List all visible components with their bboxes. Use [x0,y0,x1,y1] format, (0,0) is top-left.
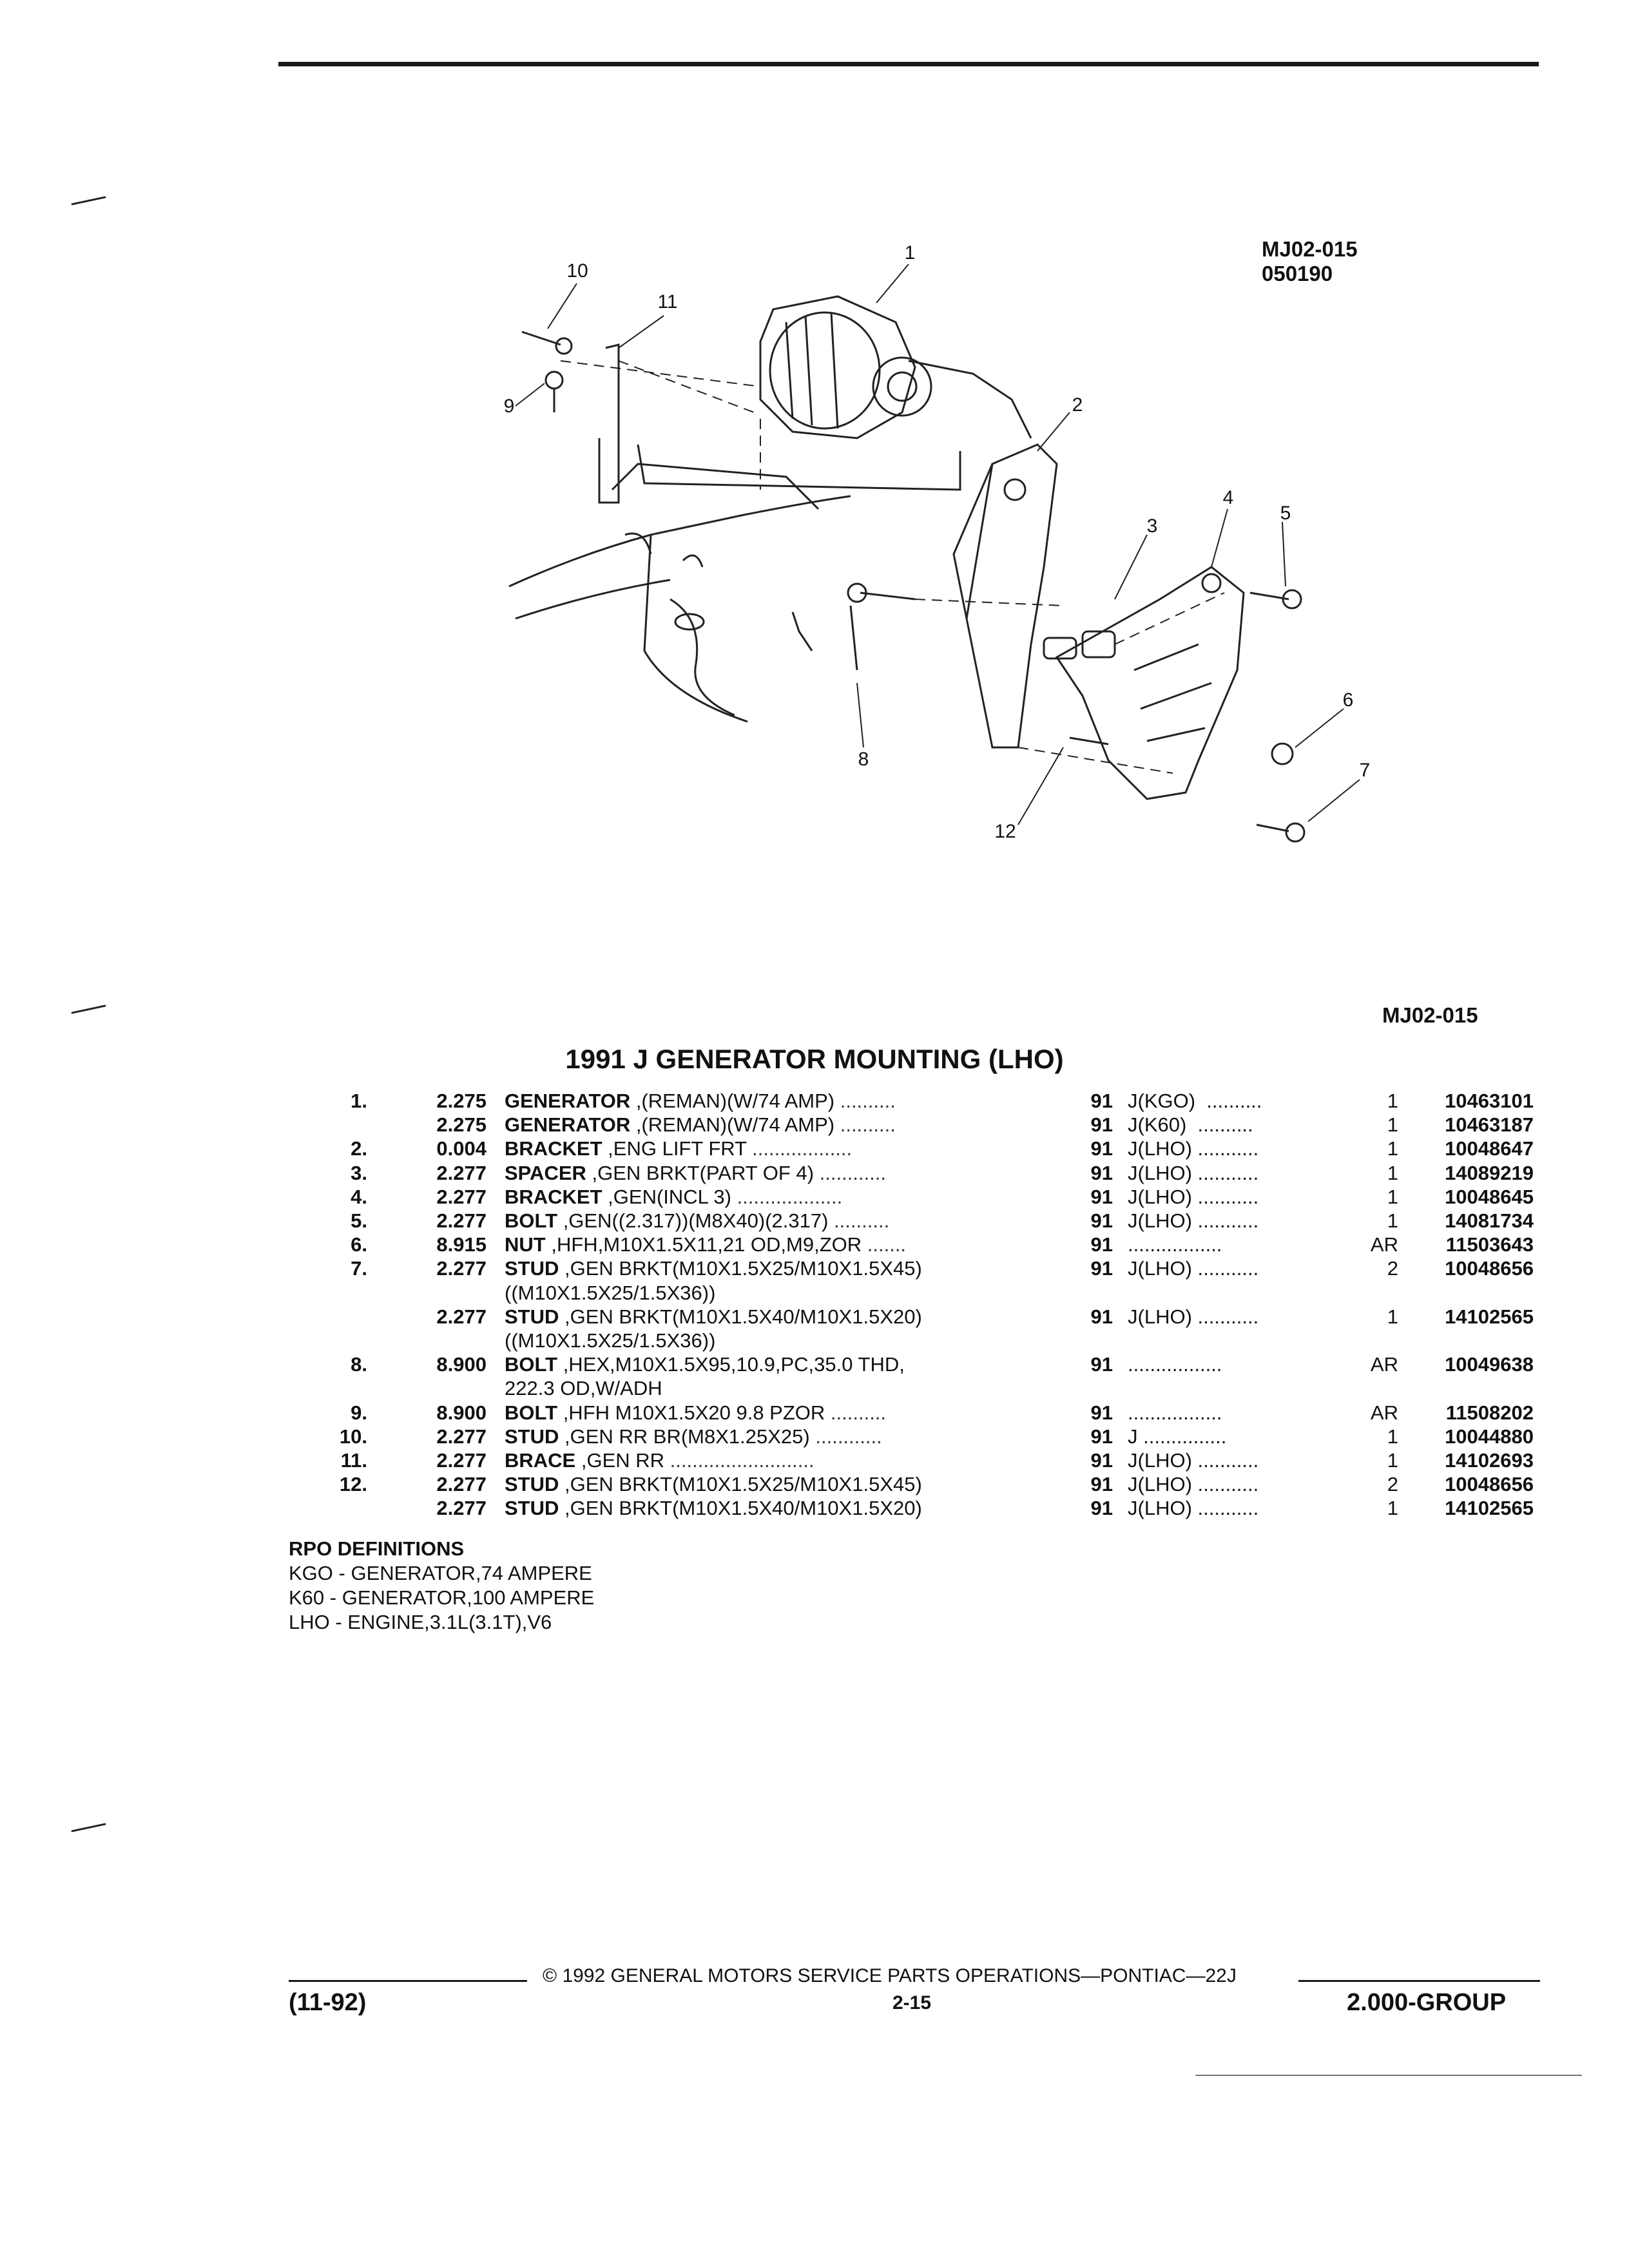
table-row [0,1376,1629,1401]
part-description: ,(REMAN)(W/74 AMP) [630,1090,835,1112]
group-number: 8.900 [436,1353,487,1376]
part-name: BOLT [505,1401,558,1424]
quantity: 1 [1387,1497,1398,1520]
part-name: STUD [505,1305,559,1328]
footer-date: (11-92) [289,1989,367,2016]
part-number: 10463187 [1445,1113,1534,1137]
model-code: J(LHO) ........... [1128,1257,1259,1280]
item-number: 12. [339,1473,367,1496]
model-code: J(K60) .......... [1128,1113,1253,1137]
description [505,1448,815,1473]
quantity: 1 [1387,1137,1398,1160]
part-description: ,GEN(INCL 3) [602,1185,731,1208]
table-row [0,1496,1629,1521]
part-name: STUD [505,1257,559,1280]
model-year: 91 [1090,1257,1113,1280]
quantity: 1 [1387,1090,1398,1112]
illustration-id: MJ02-015 [1262,237,1358,261]
part-description: ,HFH M10X1.5X20 9.8 PZOR [557,1401,825,1424]
callout-8: 8 [858,749,869,770]
item-number: 3. [351,1161,367,1184]
part-number: 10048656 [1445,1257,1534,1280]
item-number: 5. [351,1209,367,1232]
dashed-assembly-lines [561,361,1224,773]
group-number: 8.900 [436,1401,487,1424]
rpo-line: K60 - GENERATOR,100 AMPERE [289,1586,595,1609]
rpo-line: LHO - ENGINE,3.1L(3.1T),V6 [289,1611,552,1633]
table-row [0,1352,1629,1377]
leader-dots: .......................... [664,1449,815,1472]
rpo-heading: RPO DEFINITIONS [289,1537,465,1560]
table-row [0,1256,1629,1281]
footer-rule-left [289,1980,527,1982]
quantity: 1 [1387,1449,1398,1472]
part-number: 14089219 [1445,1161,1534,1184]
model-code: ................. [1128,1401,1222,1424]
model-year: 91 [1090,1353,1113,1376]
part-number: 10463101 [1445,1090,1534,1112]
part-description: ,GEN RR BR(M8X1.25X25) [559,1425,810,1448]
description [505,1305,922,1329]
leader-lines [516,264,1360,825]
model-year: 91 [1090,1113,1113,1137]
model-year: 91 [1090,1449,1113,1472]
part-name: STUD [505,1473,559,1496]
part-description: ,HFH,M10X1.5X11,21 OD,M9,ZOR [545,1233,862,1256]
item-number: 6. [351,1233,367,1256]
rpo-line: KGO - GENERATOR,74 AMPERE [289,1562,592,1584]
model-code: ................. [1128,1233,1222,1256]
description [505,1425,882,1449]
part-name: BRACE [505,1449,576,1472]
generator-mounting-diagram [464,219,1431,876]
table-row [0,1137,1629,1161]
model-code: J(LHO) ........... [1128,1137,1259,1160]
table-row [0,1425,1629,1449]
page-title: 1991 J GENERATOR MOUNTING (LHO) [565,1044,1064,1074]
model-code: J(LHO) ........... [1128,1305,1259,1328]
part-name: BRACKET [505,1185,602,1208]
description [505,1185,842,1209]
rpo-definitions [289,1537,594,1635]
page-number: 2-15 [892,1992,932,2013]
part-description: ,GEN BRKT(M10X1.5X40/M10X1.5X20) [559,1305,922,1328]
model-year: 91 [1090,1137,1113,1160]
model-code: J(LHO) ........... [1128,1161,1259,1184]
model-code: J(LHO) ........... [1128,1209,1259,1232]
scan-line [1195,2075,1582,2076]
part-name: SPACER [505,1161,586,1184]
quantity: 1 [1387,1185,1398,1208]
footer-rule-right [1298,1980,1540,1982]
quantity: 2 [1387,1473,1398,1496]
callout-3: 3 [1146,515,1158,537]
lift-bracket [954,445,1057,747]
model-year: 91 [1090,1425,1113,1448]
table-row [0,1305,1629,1329]
group-number: 2.277 [436,1449,487,1472]
quantity: 1 [1387,1161,1398,1184]
part-name: STUD [505,1425,559,1448]
description [505,1209,889,1233]
group-number: 2.277 [436,1257,487,1280]
group-number: 2.277 [436,1425,487,1448]
leader-dots: .................. [746,1137,853,1160]
model-year: 91 [1090,1401,1113,1424]
part-number: 14102565 [1445,1497,1534,1520]
part-description: ,GEN RR [575,1449,665,1472]
group-number: 2.275 [436,1113,487,1137]
group-number: 0.004 [436,1137,487,1160]
model-year: 91 [1090,1161,1113,1184]
item-number: 8. [351,1353,367,1376]
quantity: 1 [1387,1209,1398,1232]
model-code: J(LHO) ........... [1128,1449,1259,1472]
leader-dots: .......... [825,1401,887,1424]
item-number: 2. [351,1137,367,1160]
top-rule [278,62,1539,66]
group-number: 2.277 [436,1161,487,1184]
binding-mark [71,1823,106,1832]
model-code: J(LHO) ........... [1128,1185,1259,1208]
callout-11: 11 [657,291,678,312]
part-number: 10049638 [1445,1353,1534,1376]
model-year: 91 [1090,1090,1113,1112]
part-description: ,GEN BRKT(PART OF 4) [586,1161,815,1184]
item-number: 7. [351,1257,367,1280]
model-code: J(LHO) ........... [1128,1497,1259,1520]
part-description: ,HEX,M10X1.5X95,10.9,PC,35.0 THD, [557,1353,905,1376]
quantity: AR [1370,1233,1398,1256]
item-number: 11. [340,1449,367,1472]
part-description: ,ENG LIFT FRT [602,1137,747,1160]
table-row [0,1113,1629,1137]
description [505,1137,852,1161]
fasteners [522,332,1304,841]
group-number: 2.277 [436,1473,487,1496]
part-description: ((M10X1.5X25/1.5X36)) [505,1281,716,1304]
model-code: J(LHO) ........... [1128,1473,1259,1496]
leader-dots: ............ [809,1425,882,1448]
leader-dots: .......... [834,1113,896,1137]
part-number: 10048645 [1445,1185,1534,1208]
model-year: 91 [1090,1185,1113,1208]
description [505,1161,886,1186]
part-name: STUD [505,1497,559,1520]
table-row [0,1233,1629,1257]
binding-mark [71,196,106,205]
generator-bracket [1044,567,1244,799]
description [505,1233,906,1257]
group-number: 2.277 [436,1305,487,1328]
model-year: 91 [1090,1497,1113,1520]
table-row [0,1185,1629,1209]
group-number: 8.915 [436,1233,487,1256]
quantity: 1 [1387,1113,1398,1137]
description [505,1256,922,1281]
model-year: 91 [1090,1233,1113,1256]
part-number: 14081734 [1445,1209,1534,1232]
group-number: 2.277 [436,1497,487,1520]
callout-2: 2 [1072,394,1083,416]
part-number: 14102693 [1445,1449,1534,1472]
quantity: 1 [1387,1305,1398,1328]
quantity: 1 [1387,1425,1398,1448]
item-number: 1. [351,1090,367,1112]
callout-5: 5 [1280,503,1291,524]
leader-dots: .......... [834,1090,896,1112]
item-number: 9. [351,1401,367,1424]
part-number: 10048656 [1445,1473,1534,1496]
callout-9: 9 [503,396,515,417]
description [505,1472,922,1497]
table-row [0,1329,1629,1353]
description [505,1281,715,1305]
group-number: 2.275 [436,1090,487,1112]
diagram-ref: MJ02-015 [1382,1003,1478,1027]
engine-outline [509,445,960,722]
model-year: 91 [1090,1209,1113,1232]
part-description: 222.3 OD,W/ADH [505,1377,662,1400]
illustration-date: 050190 [1262,262,1333,285]
part-name: NUT [505,1233,546,1256]
model-year: 91 [1090,1305,1113,1328]
leader-dots: ....... [862,1233,907,1256]
description [505,1329,715,1353]
model-code: ................. [1128,1353,1222,1376]
quantity: 2 [1387,1257,1398,1280]
table-row [0,1089,1629,1113]
part-number: 10048647 [1445,1137,1534,1160]
quantity: AR [1370,1401,1398,1424]
part-description: ,(REMAN)(W/74 AMP) [630,1113,835,1137]
part-number: 10044880 [1445,1425,1534,1448]
model-code: J ............... [1128,1425,1227,1448]
footer-group: 2.000-GROUP [1347,1989,1507,2016]
callout-4: 4 [1222,487,1234,508]
binding-mark [71,1004,106,1014]
description [505,1089,896,1113]
part-name: BOLT [505,1209,558,1232]
part-name: BOLT [505,1353,558,1376]
item-number: 4. [351,1185,367,1208]
part-name: GENERATOR [505,1113,631,1137]
callout-10: 10 [566,260,588,282]
table-row [0,1161,1629,1186]
footer-copyright: © 1992 GENERAL MOTORS SERVICE PARTS OPERATIONS—PONTIAC—22J [543,1965,1237,1986]
leader-dots: ............ [814,1161,886,1184]
part-description: ,GEN BRKT(M10X1.5X25/M10X1.5X45) [559,1257,922,1280]
quantity: AR [1370,1353,1398,1376]
callout-1: 1 [904,242,916,264]
part-number: 11508202 [1445,1401,1534,1424]
item-number: 10. [339,1425,367,1448]
group-number: 2.277 [436,1209,487,1232]
part-number: 14102565 [1445,1305,1534,1328]
part-number: 11503643 [1445,1233,1534,1256]
leader-dots: .......... [828,1209,890,1232]
table-row [0,1472,1629,1497]
description [505,1352,905,1377]
model-year: 91 [1090,1473,1113,1496]
callout-12: 12 [994,821,1016,842]
callout-7: 7 [1359,760,1371,781]
description [505,1496,922,1521]
description [505,1113,896,1137]
description [505,1401,886,1425]
generator [760,296,1031,438]
model-code: J(KGO) .......... [1128,1090,1262,1112]
part-description: ,GEN BRKT(M10X1.5X40/M10X1.5X20) [559,1497,922,1520]
part-description: ((M10X1.5X25/1.5X36)) [505,1329,716,1352]
table-row [0,1281,1629,1305]
table-row [0,1448,1629,1473]
table-row [0,1209,1629,1233]
leader-dots: ................... [731,1185,843,1208]
callout-6: 6 [1342,689,1354,711]
table-row [0,1401,1629,1425]
part-description: ,GEN((2.317))(M8X40)(2.317) [557,1209,829,1232]
part-name: GENERATOR [505,1090,631,1112]
part-description: ,GEN BRKT(M10X1.5X25/M10X1.5X45) [559,1473,922,1496]
group-number: 2.277 [436,1185,487,1208]
description [505,1376,662,1401]
part-name: BRACKET [505,1137,602,1160]
